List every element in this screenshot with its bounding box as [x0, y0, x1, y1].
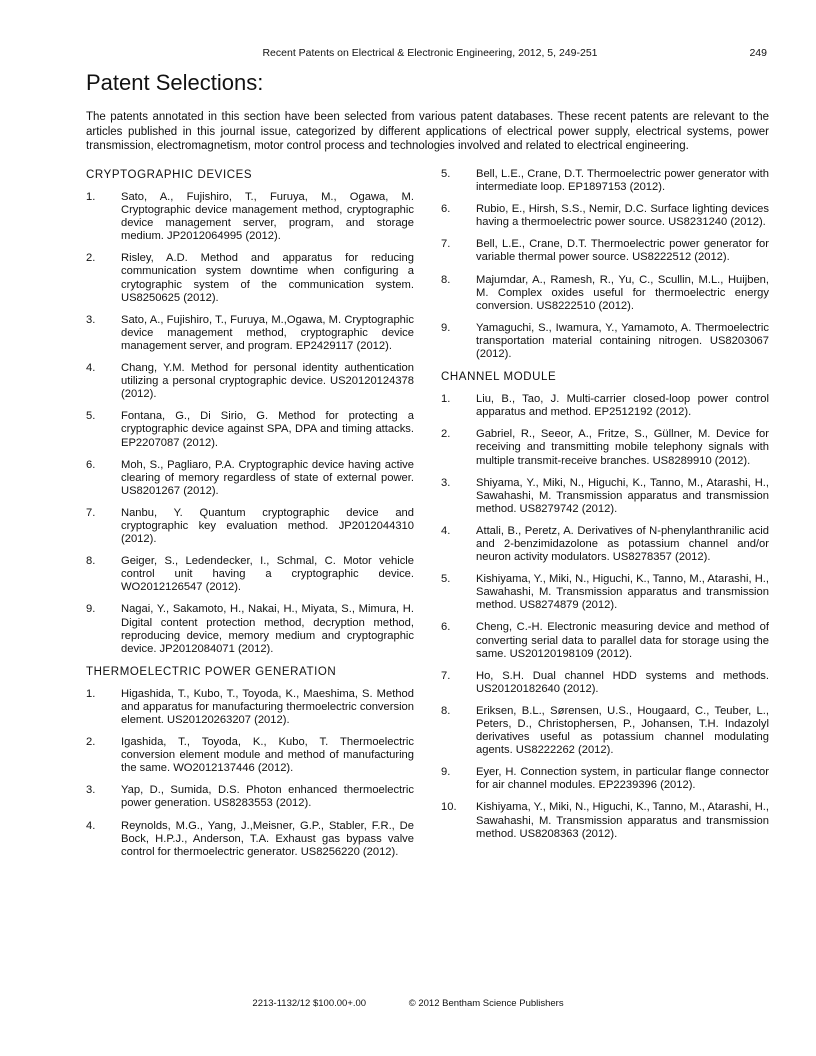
patent-entry-text: Nanbu, Y. Quantum cryptographic device and cryptographic key evaluation method. JP2012044310 (2012). — [121, 506, 414, 546]
patent-entry — [86, 555, 414, 594]
patent-entry-text: Bell, L.E., Crane, D.T. Thermoelectric power generator for variable thermal power source. US8222512 (2012). — [476, 238, 769, 264]
patent-entry — [86, 191, 414, 243]
patent-entry-number: 9. — [441, 321, 451, 334]
patent-entry-number: 3. — [441, 476, 451, 489]
patent-entry-text: Igashida, T., Toyoda, K., Kubo, T. Thermoelectric conversion element module and method of manufacturing the same. WO2012137446 (2012). — [121, 736, 414, 775]
patent-entry-text: Gabriel, R., Seeor, A., Fritze, S., Güllner, M. Device for receiving and transmitting mobile telephony signals with multiple transmit-receive branches. US8289910 (2012). — [476, 428, 769, 467]
patent-entry — [441, 621, 769, 660]
patent-entry-text: Nagai, Y., Sakamoto, H., Nakai, H., Miyata, S., Mimura, H. Digital content protection method, decryption method, reproducing device, memory medium and cryptographic device. JP2012084071 (2012). — [121, 603, 414, 655]
patent-entry-number: 4. — [86, 819, 96, 832]
patent-entry — [441, 393, 769, 419]
patent-entry — [86, 410, 414, 449]
patent-entry-text: Geiger, S., Ledendecker, I., Schmal, C. Motor vehicle control unit having a cryptographic device. WO2012126547 (2012). — [121, 555, 414, 594]
channel-list — [441, 393, 769, 841]
intro-paragraph: The patents annotated in this section have been selected from various patent databases. These recent patents are relevant to the articles published in this journal issue, categorized by different applications of electrical power supply, electrical systems, power transmission, electromagnetism, motor control process and technologies involved and related to electrical engineering. — [86, 111, 769, 152]
patent-entry — [86, 459, 414, 498]
patent-entry-number: 6. — [86, 458, 96, 471]
patent-entry-number: 9. — [86, 603, 96, 616]
patent-entry-number: 4. — [441, 524, 451, 537]
patent-entry-number: 2. — [441, 428, 451, 441]
section-heading-cryptographic: CRYPTOGRAPHIC DEVICES — [86, 169, 253, 181]
patent-entry-text: Kishiyama, Y., Miki, N., Higuchi, K., Tanno, M., Atarashi, H., Sawahashi, M. Transmission apparatus and transmission method. US8274879 (2012). — [476, 573, 769, 612]
patent-entry-number: 6. — [441, 621, 451, 634]
section-heading-channel: CHANNEL MODULE — [441, 371, 557, 384]
patent-entry-number: 9. — [441, 766, 451, 779]
patent-entry-number: 6. — [441, 203, 451, 216]
journal-header: Recent Patents on Electrical & Electronic Engineering, 2012, 5, 249-251 — [262, 47, 598, 59]
patent-entry — [441, 670, 769, 696]
footer-issn: 2213-1132/12 $100.00+.00 — [252, 998, 367, 1009]
section-heading-thermoelectric: THERMOELECTRIC POWER GENERATION — [86, 665, 337, 678]
patent-entry — [441, 168, 769, 194]
patent-entry-number: 5. — [441, 168, 451, 180]
thermoelectric-list — [86, 688, 414, 859]
page-footer — [0, 998, 816, 1009]
patent-entry-number: 7. — [441, 238, 451, 251]
thermoelectric-list-continued — [441, 168, 769, 361]
page-number: 249 — [749, 47, 767, 59]
patent-entry-text: Majumdar, A., Ramesh, R., Yu, C., Scullin, M.L., Huijben, M. Complex oxides useful for thermoelectric energy conversion. US8222510 (2012). — [476, 273, 769, 312]
patent-entry-number: 8. — [441, 273, 451, 286]
patent-entry — [441, 573, 769, 612]
patent-entry-text: Shiyama, Y., Miki, N., Higuchi, K., Tanno, M., Atarashi, H., Sawahashi, M. Transmission apparatus and transmission method. US8279742 (2012). — [476, 476, 769, 515]
patent-entry-text: Sato, A., Fujishiro, T., Furuya, M., Ogawa, M. Cryptographic device management method, cryptographic device management server, program, and storage medium. JP2012064995 (2012). — [121, 191, 414, 243]
patent-entry-text: Fontana, G., Di Sirio, G. Method for protecting a cryptographic device against SPA, DPA and timing attacks. EP2207087 (2012). — [121, 410, 414, 449]
patent-entry-number: 10. — [441, 801, 457, 814]
patent-entry-number: 8. — [441, 704, 451, 717]
patent-entry-text: Higashida, T., Kubo, T., Toyoda, K., Maeshima, S. Method and apparatus for manufacturing thermoelectric conversion element. US20120263207 (2012). — [121, 687, 414, 726]
patent-entry-number: 7. — [86, 506, 96, 519]
patent-entry-text: Liu, B., Tao, J. Multi-carrier closed-loop power control apparatus and method. EP2512192 (2012). — [476, 393, 769, 419]
patent-entry-number: 2. — [86, 252, 96, 265]
left-column — [86, 168, 414, 868]
patent-entry — [86, 784, 414, 810]
patent-entry — [441, 238, 769, 264]
patent-entry-text: Yamaguchi, S., Iwamura, Y., Yamamoto, A. Thermoelectric transportation material containing nitrogen. US8203067 (2012). — [476, 321, 769, 361]
patent-entry — [441, 525, 769, 564]
footer-copyright: © 2012 Bentham Science Publishers — [408, 998, 564, 1009]
patent-entry-text: Cheng, C.-H. Electronic measuring device and method of converting serial data to parallel data for storage using the same. US20120198109 (2012). — [476, 621, 769, 660]
patent-entry-number: 1. — [86, 687, 96, 700]
patent-entry-number: 1. — [441, 393, 451, 406]
patent-entry — [441, 705, 769, 757]
patent-entry-text: Risley, A.D. Method and apparatus for reducing communication system downtime when configuring a crytographic system of the communication system. US8250625 (2012). — [121, 252, 414, 304]
patent-entry-text: Chang, Y.M. Method for personal identity authentication utilizing a personal cryptographic device. US20120124378 (2012). — [121, 362, 414, 401]
patent-entry — [441, 428, 769, 467]
patent-entry — [441, 477, 769, 516]
patent-entry — [441, 274, 769, 313]
patent-entry-number: 5. — [441, 573, 451, 586]
patent-entry-text: Sato, A., Fujishiro, T., Furuya, M.,Ogawa, M. Cryptographic device management method, cryptographic device management server, and program. EP2429117 (2012). — [121, 313, 414, 352]
patent-entry-text: Bell, L.E., Crane, D.T. Thermoelectric power generator with intermediate loop. EP1897153 (2012). — [476, 168, 769, 194]
patent-entry-number: 4. — [86, 362, 96, 375]
patent-entry — [86, 603, 414, 655]
right-column — [441, 168, 769, 850]
patent-entry-number: 3. — [86, 784, 96, 797]
patent-entry — [86, 314, 414, 353]
patent-entry-text: Yap, D., Sumida, D.S. Photon enhanced thermoelectric power generation. US8283553 (2012). — [121, 784, 414, 810]
patent-entry — [86, 688, 414, 727]
patent-entry — [441, 322, 769, 361]
patent-entry-text: Attali, B., Peretz, A. Derivatives of N-phenylanthranilic acid and 2-benzimidazolone as potassium channel and/or neuron activity modulators. US8278357 (2012). — [476, 524, 769, 564]
patent-entry-text: Reynolds, M.G., Yang, J.,Meisner, G.P., Stabler, F.R., De Bock, H.P.J., Anderson, T.A. Exhaust gas bypass valve control for thermoelectric generator. US8256220 (2012). — [121, 819, 414, 858]
patent-entry-number: 8. — [86, 555, 96, 568]
patent-entry — [86, 820, 414, 859]
patent-entry — [441, 801, 769, 840]
patent-entry — [86, 362, 414, 401]
patent-entry — [441, 203, 769, 229]
patent-entry — [86, 507, 414, 546]
patent-entry — [86, 252, 414, 304]
patent-entry-number: 1. — [86, 191, 96, 203]
patent-entry-number: 7. — [441, 669, 451, 682]
patent-entry — [441, 766, 769, 792]
patent-entry-text: Eriksen, B.L., Sørensen, U.S., Hougaard, C., Teuber, L., Peters, D., Christophersen, P., Johansen, T.H. Indazolyl derivatives useful as potassium channel modulating agents. US8222262 (2012). — [476, 704, 769, 757]
patent-entry-number: 5. — [86, 410, 96, 423]
cryptographic-list — [86, 191, 414, 656]
patent-entry — [86, 736, 414, 775]
patent-entry-text: Kishiyama, Y., Miki, N., Higuchi, K., Tanno, M., Atarashi, H., Sawahashi, M. Transmission apparatus and transmission method. US8208363 (2012). — [476, 801, 769, 840]
patent-entry-text: Moh, S., Pagliaro, P.A. Cryptographic device having active clearing of memory regardless of state of external power. US8201267 (2012). — [121, 458, 414, 497]
patent-entry-number: 2. — [86, 736, 96, 749]
patent-entry-text: Eyer, H. Connection system, in particular flange connector for air channel modules. EP2239396 (2012). — [476, 766, 769, 792]
page-title: Patent Selections: — [86, 70, 264, 95]
patent-entry-text: Ho, S.H. Dual channel HDD systems and methods. US20120182640 (2012). — [476, 669, 769, 695]
patent-entry-number: 3. — [86, 313, 96, 326]
patent-entry-text: Rubio, E., Hirsh, S.S., Nemir, D.C. Surface lighting devices having a thermoelectric power source. US8231240 (2012). — [476, 203, 769, 229]
